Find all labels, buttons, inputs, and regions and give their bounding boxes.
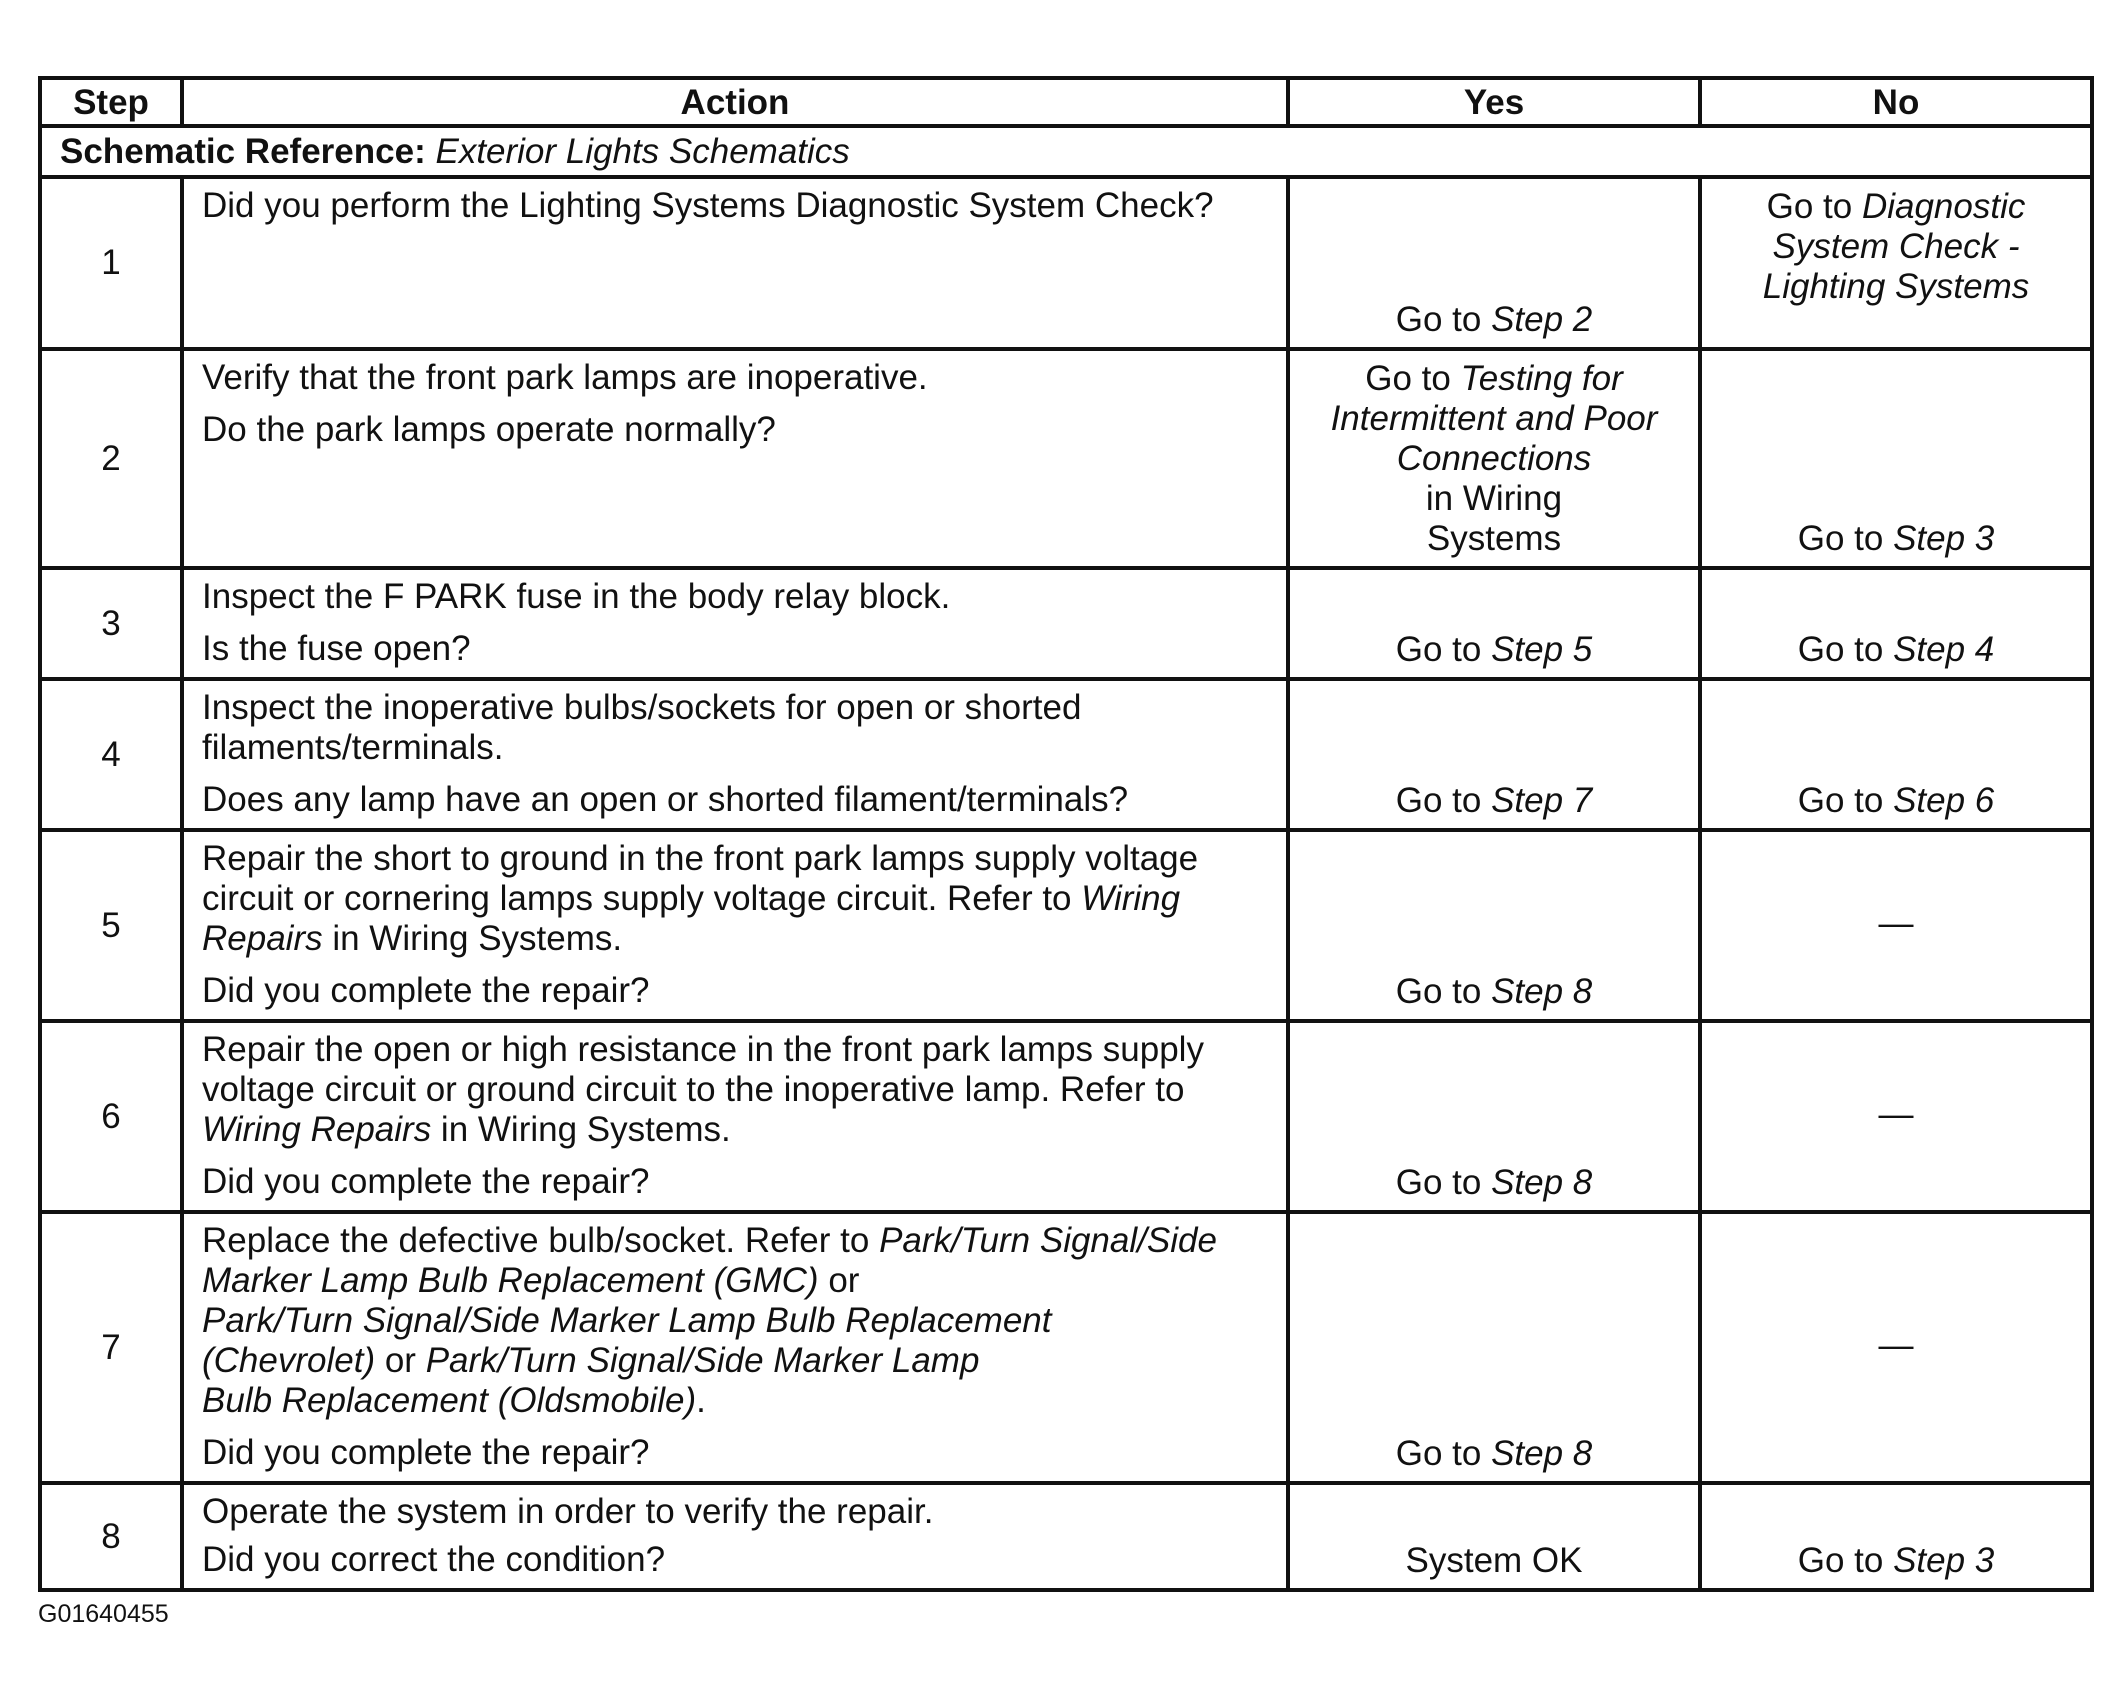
no-dash: — <box>1878 904 1914 943</box>
wiring-repairs-link[interactable]: Wiring Repairs <box>202 1110 432 1149</box>
step-number: 5 <box>40 830 182 1021</box>
no-cell <box>1700 1021 2092 1212</box>
action-cell <box>182 679 1288 830</box>
chevrolet-bulb-link[interactable]: Park/Turn Signal/Side Marker Lamp Bulb Replacement <box>202 1301 1052 1340</box>
action-instruction-cont: filaments/terminals. <box>202 728 504 767</box>
no-step-link[interactable]: Step 4 <box>1893 630 1995 669</box>
no-cell <box>1700 830 2092 1021</box>
action-cell <box>182 1483 1288 1590</box>
gmc-bulb-link[interactable]: Park/Turn Signal/Side <box>879 1221 1217 1260</box>
yes-link-line3[interactable]: Connections <box>1396 439 1592 478</box>
schematic-reference-row <box>40 126 2092 177</box>
yes-step-link[interactable]: Step 8 <box>1491 1163 1593 1202</box>
wiring-repairs-link[interactable]: Wiring <box>1081 879 1181 918</box>
action-question: Do the park lamps operate normally? <box>202 410 776 449</box>
no-step-link[interactable]: Step 6 <box>1893 781 1995 820</box>
yes-cell <box>1288 1483 1700 1590</box>
step-number: 7 <box>40 1212 182 1483</box>
table-row <box>40 568 2092 679</box>
action-cell: Repair the open or high resistance in the front park lamps supply voltage circuit or ground circuit to the inoperative lamp. Refer to Wiring Repairs in Wiring Systems. Did you complete the repair? <box>182 1021 1288 1212</box>
table-row <box>40 830 2092 1021</box>
no-cell: Go to Step 3 <box>1700 1483 2092 1590</box>
action-question: Did you complete the repair? <box>202 1433 650 1472</box>
reference-label: Schematic Reference: <box>60 131 426 171</box>
action-instruction: Repair the open or high resistance in the front park lamps supply <box>202 1030 1204 1069</box>
table-row <box>40 1021 2092 1212</box>
figure-id: G01640455 <box>38 1600 169 1628</box>
action-question: Does any lamp have an open or shorted filament/terminals? <box>202 780 1129 819</box>
action-instruction-cont: voltage circuit or ground circuit to the inoperative lamp. Refer to <box>202 1070 1185 1109</box>
action-instruction: Verify that the front park lamps are inoperative. <box>202 358 928 397</box>
action-instruction: Inspect the inoperative bulbs/sockets for open or shorted <box>202 688 1082 727</box>
table-row <box>40 679 2092 830</box>
yes-step-link[interactable]: Step 2 <box>1491 300 1593 339</box>
col-header-yes: Yes <box>1288 78 1700 126</box>
no-cell: Go to Diagnostic System Check - Lighting Systems <box>1700 177 2092 349</box>
no-link-line1[interactable]: Diagnostic <box>1861 187 2026 226</box>
action-cell <box>182 349 1288 568</box>
col-header-step: Step <box>40 78 182 126</box>
yes-cell: Go to Step 8 <box>1288 1212 1700 1483</box>
yes-link-line1[interactable]: Testing for <box>1460 359 1623 398</box>
no-cell: Go to Step 4 <box>1700 568 2092 679</box>
table-row <box>40 349 2092 568</box>
header-row <box>40 78 2092 126</box>
yes-cell: Go to Step 2 <box>1288 177 1700 349</box>
no-cell: Go to Step 3 <box>1700 349 2092 568</box>
system-ok-text: System OK <box>1405 1541 1583 1580</box>
col-header-no: No <box>1700 78 2092 126</box>
col-header-action: Action <box>182 78 1288 126</box>
action-cell <box>182 568 1288 679</box>
step-number: 8 <box>40 1483 182 1590</box>
chevrolet-bulb-link-cont[interactable]: (Chevrolet) <box>202 1341 376 1380</box>
schematic-reference <box>40 126 2092 177</box>
no-link-line3[interactable]: Lighting Systems <box>1762 267 2030 306</box>
no-dash: — <box>1878 1326 1914 1365</box>
yes-cell: Go to Testing for Intermittent and Poor Connections in Wiring Systems <box>1288 349 1700 568</box>
action-instruction: Inspect the F PARK fuse in the body relay block. <box>202 577 951 616</box>
step-number: 2 <box>40 349 182 568</box>
action-cell <box>182 177 1288 349</box>
action-question: Did you complete the repair? <box>202 1162 650 1201</box>
action-instruction: Repair the short to ground in the front park lamps supply voltage <box>202 839 1199 878</box>
step-number: 4 <box>40 679 182 830</box>
action-cell: Replace the defective bulb/socket. Refer to Park/Turn Signal/Side Marker Lamp Bulb Replacement (GMC) or Park/Turn Signal/Side Marker Lamp Bulb Replacement (Chevrolet) or Park/Turn Signal/Side Marker Lamp Bulb Replacement (Oldsmobile). Did you complete the repair? <box>182 1212 1288 1483</box>
step-number: 6 <box>40 1021 182 1212</box>
no-step-link[interactable]: Step 3 <box>1893 1541 1995 1580</box>
step-number: 1 <box>40 177 182 349</box>
oldsmobile-bulb-link-cont[interactable]: Bulb Replacement (Oldsmobile) <box>202 1381 697 1420</box>
action-cell: Repair the short to ground in the front park lamps supply voltage circuit or cornering lamps supply voltage circuit. Refer to Wiring Repairs in Wiring Systems. Did you complete the repair? <box>182 830 1288 1021</box>
no-link-line2[interactable]: System Check - <box>1772 227 2020 266</box>
action-question: Did you perform the Lighting Systems Diagnostic System Check? <box>202 186 1214 225</box>
table-row <box>40 1212 2092 1483</box>
no-step-link[interactable]: Step 3 <box>1893 519 1995 558</box>
no-cell: Go to Step 6 <box>1700 679 2092 830</box>
oldsmobile-bulb-link[interactable]: Park/Turn Signal/Side Marker Lamp <box>425 1341 980 1380</box>
no-cell <box>1700 1212 2092 1483</box>
wiring-repairs-link-cont[interactable]: Repairs <box>202 919 323 958</box>
yes-step-link[interactable]: Step 5 <box>1491 630 1593 669</box>
no-dash: — <box>1878 1095 1914 1134</box>
action-question: Did you complete the repair? <box>202 971 650 1010</box>
yes-cell: Go to Step 8 <box>1288 830 1700 1021</box>
table-row <box>40 1483 2092 1590</box>
action-question: Did you correct the condition? <box>202 1540 666 1579</box>
yes-cell: Go to Step 7 <box>1288 679 1700 830</box>
yes-link-line2[interactable]: Intermittent and Poor <box>1330 399 1658 438</box>
yes-cell: Go to Step 5 <box>1288 568 1700 679</box>
action-question: Is the fuse open? <box>202 629 471 668</box>
diagnostic-table <box>38 76 2094 1592</box>
action-instruction: Operate the system in order to verify the repair. <box>202 1492 934 1531</box>
yes-step-link[interactable]: Step 8 <box>1491 972 1593 1011</box>
yes-step-link[interactable]: Step 7 <box>1491 781 1593 820</box>
table-row <box>40 177 2092 349</box>
reference-link[interactable]: Exterior Lights Schematics <box>435 131 850 171</box>
yes-step-link[interactable]: Step 8 <box>1491 1434 1593 1473</box>
yes-cell: Go to Step 8 <box>1288 1021 1700 1212</box>
step-number: 3 <box>40 568 182 679</box>
gmc-bulb-link-cont[interactable]: Marker Lamp Bulb Replacement (GMC) <box>202 1261 819 1300</box>
